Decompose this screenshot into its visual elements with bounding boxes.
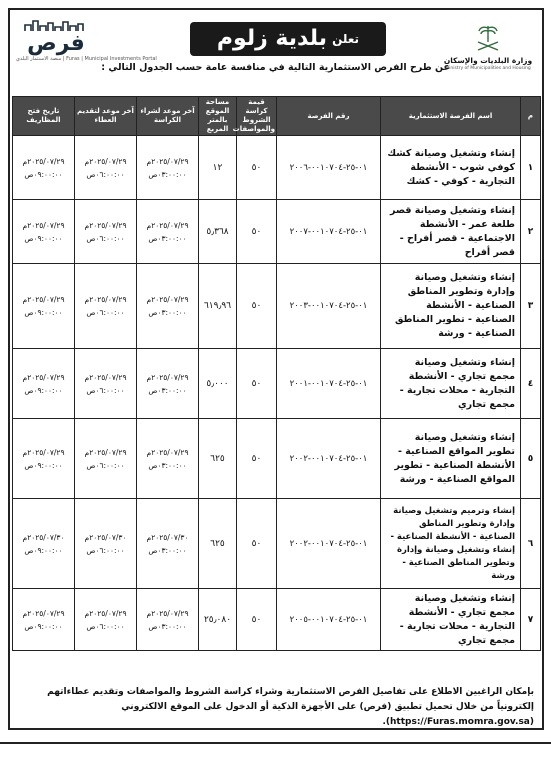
opportunity-ref: ٠١-٢٥-٠٠١٠٧٠٤-٢٠٠٧: [277, 200, 381, 264]
booklet-fee: ٥٠: [237, 136, 277, 200]
opportunity-name: إنشاء وتشغيل وصيانة كشك كوفي شوب - الأنشطة التجارية - كوفي - كشك: [381, 136, 521, 200]
opening-date: [13, 589, 75, 651]
buy-date: ٢٠٢٥/٠٧/٢٩م: [146, 156, 189, 166]
bid-deadline: [75, 499, 137, 589]
bid-deadline: [75, 349, 137, 419]
opening-date: [13, 499, 75, 589]
col-header-fee: قيمة كراسة الشروط والمواصفات: [237, 97, 277, 136]
booklet-fee: ٥٠: [237, 499, 277, 589]
bid-time: ٠٦:٠٠:٠٠ص: [86, 621, 125, 631]
buy-date: ٢٠٢٥/٠٧/٢٩م: [146, 220, 189, 230]
municipality-name: بلدية زلوم: [216, 26, 327, 51]
buy-date: ٢٠٢٥/٠٧/٢٩م: [146, 608, 189, 618]
opportunity-ref: ٠١-٢٥-٠٠١٠٧٠٤-٢٠٠٢: [277, 419, 381, 499]
open-date: ٢٠٢٥/٠٧/٢٩م: [22, 295, 65, 304]
title-box: [190, 22, 386, 56]
ministry-name-ar: وزارة البلديات والإسكان: [443, 56, 533, 65]
opportunity-name: إنشاء وتشغيل وصيانة وإدارة وتطوير المناطق الصناعية - الأنشطة الصناعية - تطوير المناطق الصناعية - ورشة: [381, 264, 521, 349]
bid-time: ٠٦:٠٠:٠٠ص: [86, 460, 125, 470]
col-header-area: مساحة الموقع بالمتر المربع: [199, 97, 237, 136]
bid-time: ٠٦:٠٠:٠٠ص: [86, 308, 125, 317]
opportunity-name: إنشاء وترميم وتشغيل وصيانة وإدارة وتطوير المناطق الصناعية - الأنشطة الصناعية - إنشاء وتشغيل وصيانة وإدارة وتطوير المناطق الصناعية - ورشة: [381, 499, 521, 589]
row-number: ١: [521, 136, 541, 200]
bid-date: ٢٠٢٥/٠٧/٢٩م: [84, 372, 127, 382]
buy-deadline: [137, 589, 199, 651]
bid-time: ٠٦:٠٠:٠٠ص: [86, 385, 125, 395]
table-row: [13, 200, 541, 264]
open-date: ٢٠٢٥/٠٧/٢٩م: [22, 372, 65, 382]
buy-time: ٠٣:٠٠:٠٠ص: [148, 169, 187, 179]
ministry-logo: [440, 22, 536, 82]
bid-date: ٢٠٢٥/٠٧/٢٩م: [84, 608, 127, 618]
bid-deadline: [75, 589, 137, 651]
buy-deadline: [137, 200, 199, 264]
open-date: ٢٠٢٥/٠٧/٣٠م: [22, 532, 65, 542]
buy-deadline: [137, 349, 199, 419]
opening-date: [13, 349, 75, 419]
opportunity-ref: ٠١-٢٥-٠٠١٠٧٠٤-٢٠٠٣: [277, 264, 381, 349]
row-number: ٤: [521, 349, 541, 419]
open-time: ٠٩:٠٠:٠٠ص: [24, 545, 63, 555]
opportunity-name: إنشاء وتشغيل وصيانة مجمع تجاري - الأنشطة التجارية - محلات تجارية - مجمع تجاري: [381, 349, 521, 419]
table-row: [13, 136, 541, 200]
col-header-ref: رقم الفرصة: [277, 97, 381, 136]
buy-deadline: [137, 136, 199, 200]
opening-date: [13, 264, 75, 349]
table-header-row: [13, 97, 541, 136]
opportunity-ref: ٠١-٢٥-٠٠١٠٧٠٤-٢٠٠١: [277, 349, 381, 419]
opportunity-name: إنشاء وتشغيل وصيانة قصر طلعة عمر - الأنشطة الاجتماعية - قصر أفراح - قصر أفراح: [381, 200, 521, 264]
open-date: ٢٠٢٥/٠٧/٢٩م: [22, 608, 65, 618]
palm-swords-emblem-icon: [471, 22, 505, 56]
open-time: ٠٩:٠٠:٠٠ص: [24, 308, 63, 317]
opportunity-ref: ٠١-٢٥-٠٠١٠٧٠٤-٢٠٠٥: [277, 589, 381, 651]
booklet-fee: ٥٠: [237, 349, 277, 419]
opportunity-ref: ٠١-٢٥-٠٠١٠٧٠٤-٢٠٠٦: [277, 136, 381, 200]
bid-date: ٢٠٢٥/٠٧/٢٩م: [84, 447, 127, 457]
opportunity-ref: ٠١-٢٥-٠٠١٠٧٠٤-٢٠٠٢: [277, 499, 381, 589]
col-header-no: م: [521, 97, 541, 136]
announcement-frame: [8, 8, 544, 730]
bid-time: ٠٦:٠٠:٠٠ص: [86, 233, 125, 243]
bid-date: ٢٠٢٥/٠٧/٣٠م: [84, 532, 127, 542]
buy-time: ٠٣:٠٠:٠٠ص: [148, 385, 187, 395]
open-date: ٢٠٢٥/٠٧/٢٩م: [22, 156, 65, 166]
open-time: ٠٩:٠٠:٠٠ص: [24, 460, 63, 470]
bid-deadline: [75, 264, 137, 349]
buy-deadline: [137, 499, 199, 589]
footer-notice: بإمكان الراغبين الاطلاع على تفاصيل الفرص الاستثمارية وشراء كراسة الشروط والمواصفات وتقديم عطاءاتهم إلكترونياً من خلال تحميل تطبيق (فرص) على الأجهزة الذكية أو الدخول على الموقع الالكتروني (https://Furas.momra.gov.sa).: [47, 687, 534, 727]
table-row: [13, 419, 541, 499]
bid-deadline: [75, 200, 137, 264]
row-number: ٧: [521, 589, 541, 651]
table-row: [13, 499, 541, 589]
site-area: ٦٢٥: [199, 419, 237, 499]
opening-date: [13, 419, 75, 499]
row-number: ٣: [521, 264, 541, 349]
bid-date: ٢٠٢٥/٠٧/٢٩م: [84, 220, 127, 230]
col-header-buy-deadline: آخر موعد لشراء الكراسة: [137, 97, 199, 136]
table-row: [13, 349, 541, 419]
opportunity-name: إنشاء وتشغيل وصيانة مجمع تجاري - الأنشطة التجارية - محلات تجارية - مجمع تجاري: [381, 589, 521, 651]
open-time: ٠٩:٠٠:٠٠ص: [24, 169, 63, 179]
announce-word: تعلن: [332, 32, 360, 46]
buy-date: ٢٠٢٥/٠٧/٣٠م: [146, 532, 189, 542]
site-area: ٥٫٠٠٠: [199, 349, 237, 419]
opportunity-name: إنشاء وتشغيل وصيانة تطوير المواقع الصناعية - الأنشطة الصناعية - تطوير المواقع الصناعية - ورشة: [381, 419, 521, 499]
site-area: ٦١٩٫٩٦: [199, 264, 237, 349]
buy-deadline: [137, 419, 199, 499]
bid-time: ٠٦:٠٠:٠٠ص: [86, 169, 125, 179]
buy-date: ٢٠٢٥/٠٧/٢٩م: [146, 372, 189, 382]
col-header-opening-date: تاريخ فتح المظاريف: [13, 97, 75, 136]
row-number: ٦: [521, 499, 541, 589]
booklet-fee: ٥٠: [237, 589, 277, 651]
row-number: ٥: [521, 419, 541, 499]
open-time: ٠٩:٠٠:٠٠ص: [24, 233, 63, 243]
site-area: ٦٢٥: [199, 499, 237, 589]
opening-date: [13, 200, 75, 264]
row-number: ٢: [521, 200, 541, 264]
col-header-name: اسم الفرصة الاستثمارية: [381, 97, 521, 136]
ministry-name-en: Ministry of Municipalities and Housing: [445, 66, 531, 71]
site-area: ٢٥٫٠٨٠: [199, 589, 237, 651]
buy-time: ٠٣:٠٠:٠٠ص: [148, 308, 187, 317]
booklet-fee: ٥٠: [237, 200, 277, 264]
site-area: ٥٫٣٦٨: [199, 200, 237, 264]
col-header-bid-deadline: آخر موعد لتقديم العطاء: [75, 97, 137, 136]
announcement-subtitle: عن طرح الفرص الاستثمارية التالية في منافسة عامة حسب الجدول التالي :: [101, 62, 450, 73]
booklet-fee: ٥٠: [237, 419, 277, 499]
site-area: ١٢: [199, 136, 237, 200]
open-time: ٠٩:٠٠:٠٠ص: [24, 621, 63, 631]
buy-time: ٠٣:٠٠:٠٠ص: [148, 460, 187, 470]
buy-time: ٠٣:٠٠:٠٠ص: [148, 545, 187, 555]
open-date: ٢٠٢٥/٠٧/٢٩م: [22, 447, 65, 457]
open-date: ٢٠٢٥/٠٧/٢٩م: [22, 220, 65, 230]
furas-logo: [16, 18, 157, 82]
announcement-header: [10, 10, 542, 94]
buy-time: ٠٣:٠٠:٠٠ص: [148, 233, 187, 243]
buy-time: ٠٣:٠٠:٠٠ص: [148, 621, 187, 631]
bid-date: ٢٠٢٥/٠٧/٢٩م: [84, 295, 127, 304]
bid-deadline: [75, 419, 137, 499]
skyline-icon: [23, 18, 89, 32]
opening-date: [13, 136, 75, 200]
table-row: [13, 589, 541, 651]
buy-date: ٢٠٢٥/٠٧/٢٩م: [146, 295, 189, 304]
bid-deadline: [75, 136, 137, 200]
buy-date: ٢٠٢٥/٠٧/٢٩م: [146, 447, 189, 457]
furas-tagline: منصة الاستثمار البلدي | Furas | Municipal Investments Portal: [16, 56, 157, 62]
bid-time: ٠٦:٠٠:٠٠ص: [86, 545, 125, 555]
buy-deadline: [137, 264, 199, 349]
page-divider: [0, 742, 551, 744]
furas-brand: فرص: [27, 31, 85, 56]
open-time: ٠٩:٠٠:٠٠ص: [24, 385, 63, 395]
table-row: [13, 264, 541, 349]
booklet-fee: ٥٠: [237, 264, 277, 349]
bid-date: ٢٠٢٥/٠٧/٢٩م: [84, 156, 127, 166]
opportunities-table: [12, 96, 541, 651]
